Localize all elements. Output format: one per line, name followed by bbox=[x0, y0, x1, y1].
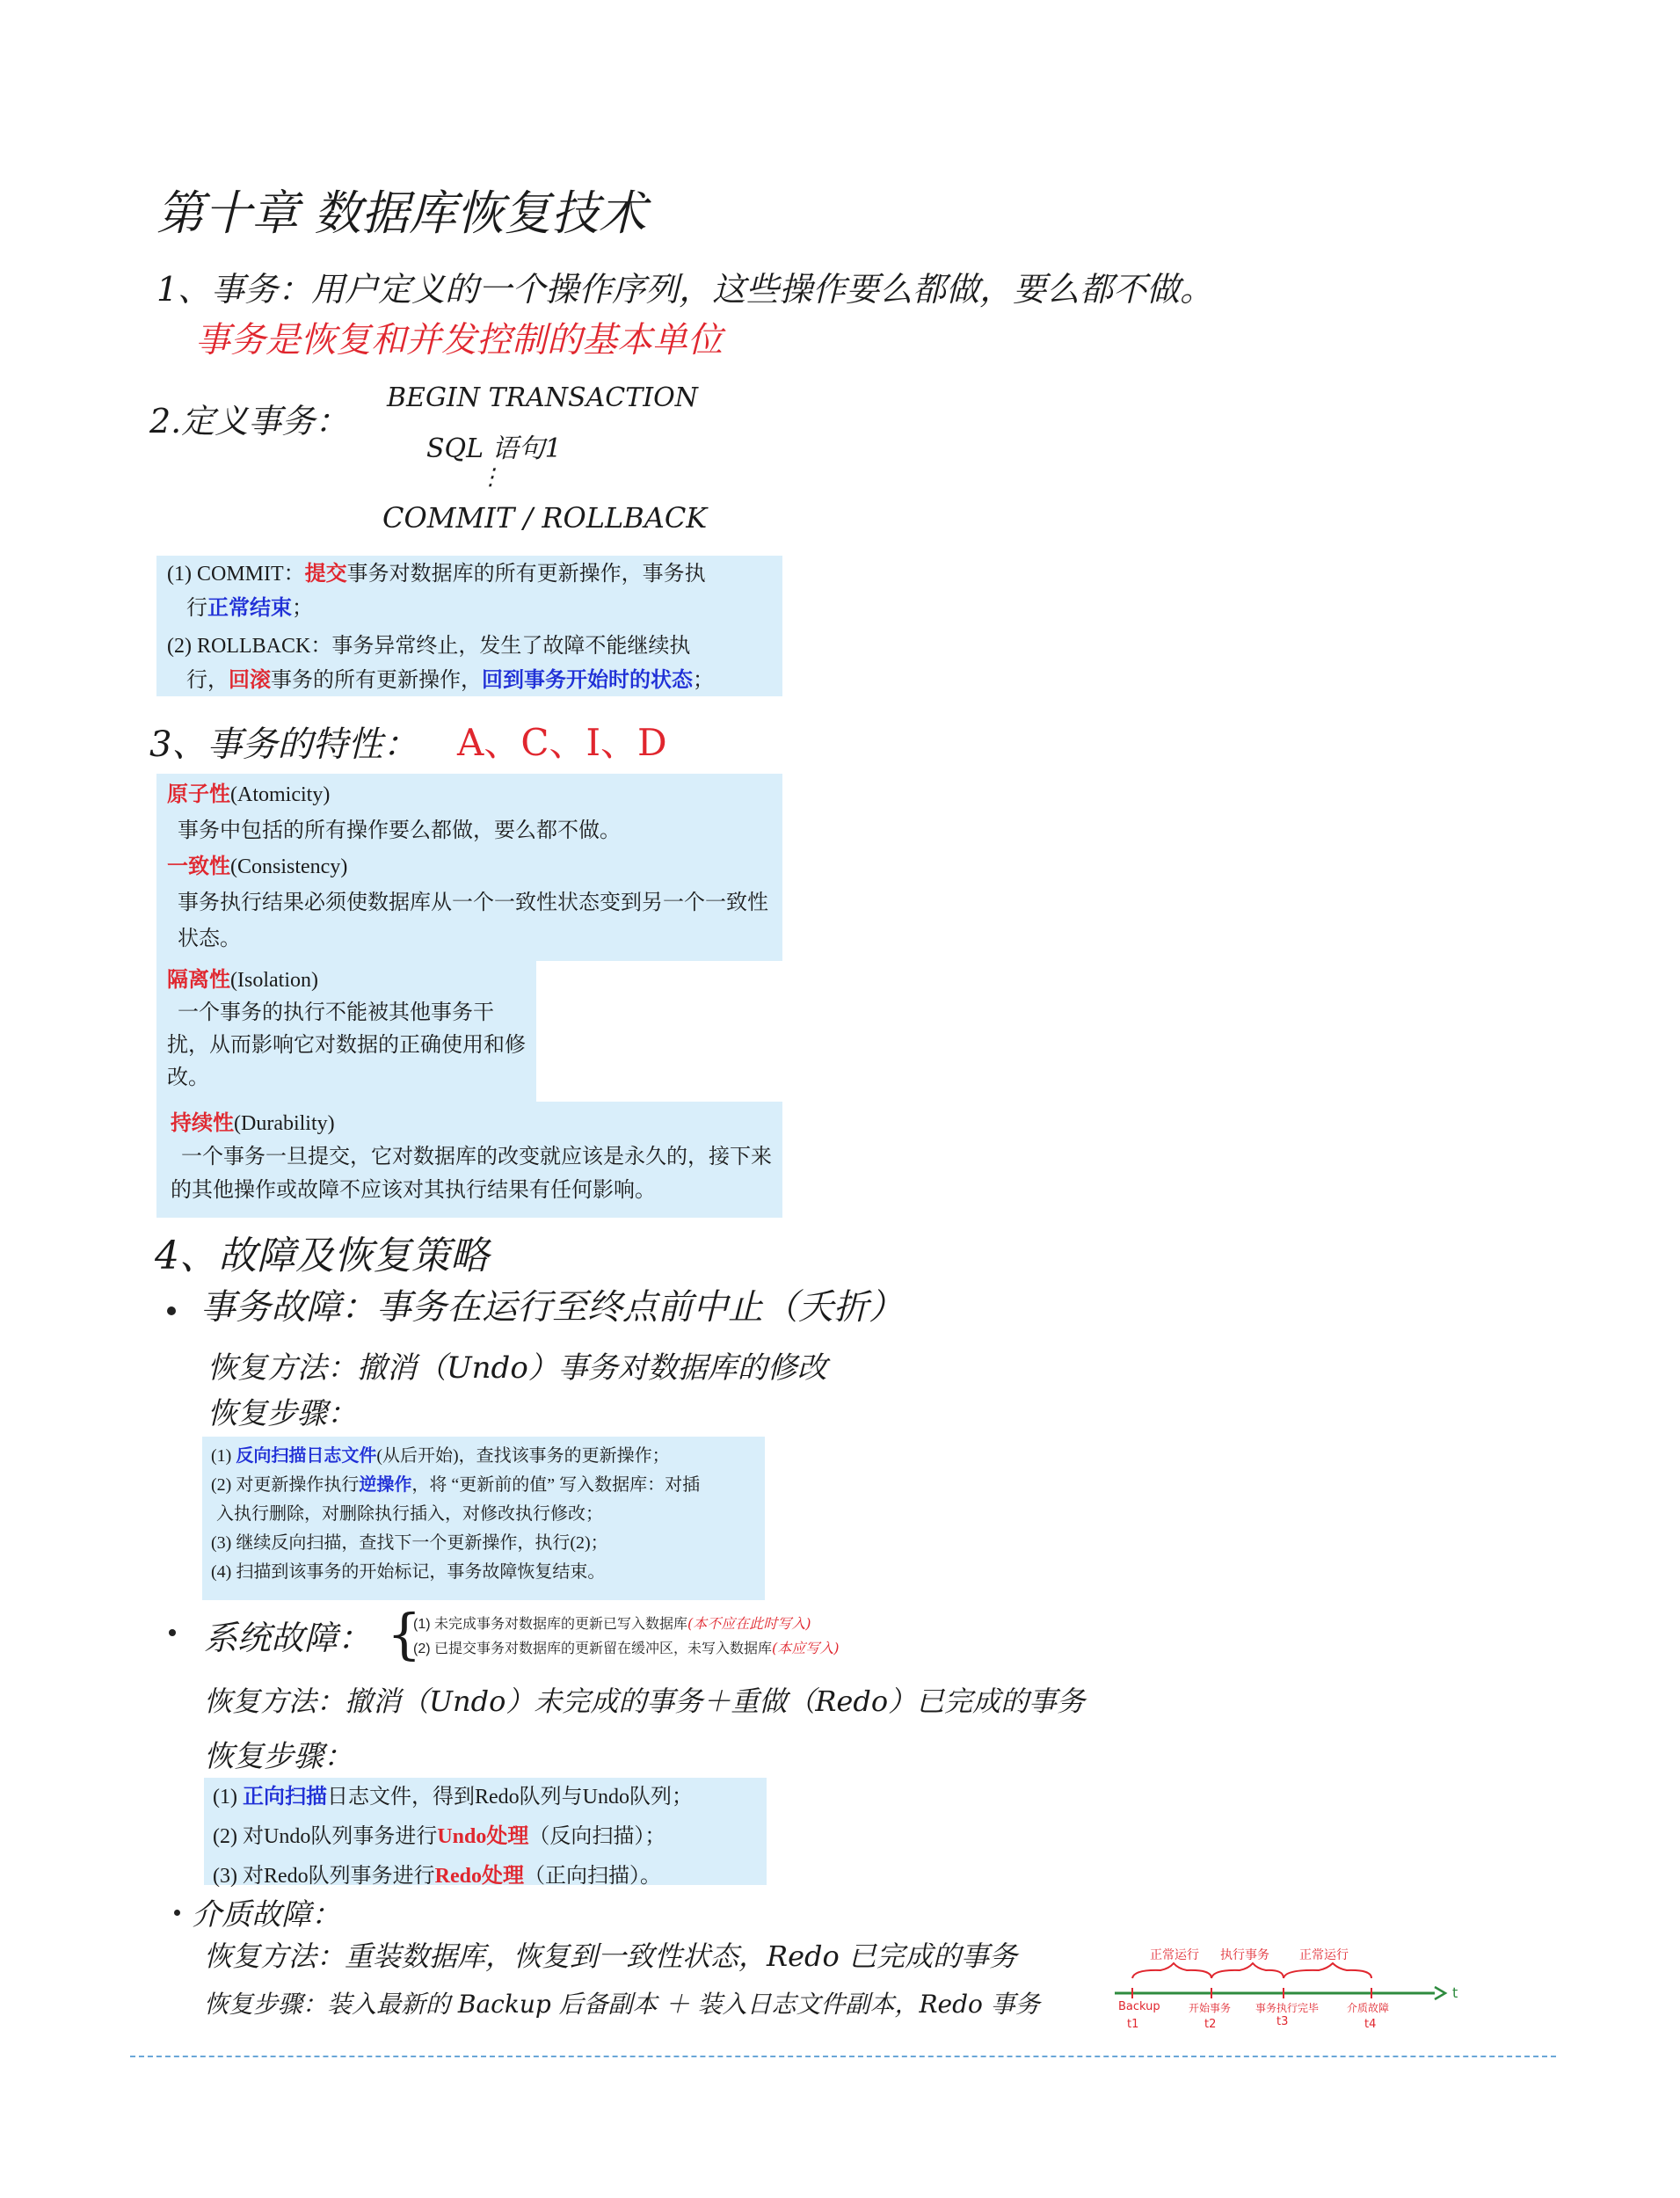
tl-top-2: 执行事务 bbox=[1220, 1948, 1269, 1962]
tl-tick-2: t2 bbox=[1204, 2018, 1217, 2031]
commit-rollback-box bbox=[156, 556, 782, 696]
media-method: 恢复方法：重装数据库，恢复到一致性状态，Redo 已完成的事务 bbox=[204, 1940, 1017, 1973]
prop-durability-desc: 一个事务一旦提交，它对数据库的改变就应该是永久的，接下来的其他操作或故障不应该对其执行结果有任何影响。 bbox=[171, 1146, 772, 1202]
timeline-arrow bbox=[1435, 1987, 1445, 1999]
media-failure-title: 介质故障： bbox=[192, 1897, 341, 1932]
sys-bullet bbox=[169, 1629, 176, 1636]
prop-atomicity-desc: 事务中包括的所有操作要么都做，要么都不做。 bbox=[178, 819, 621, 842]
section1-highlight: 事务是恢复和并发控制的基本单位 bbox=[195, 320, 723, 360]
tl-bottom-3: 事务执行完毕 bbox=[1255, 2002, 1320, 2014]
sys-step-2: (2) 对Undo队列事务进行Undo处理（反向扫描）； bbox=[213, 1825, 666, 1848]
prop-consistency: 一致性(Consistency) bbox=[167, 855, 348, 878]
sys-cause-1: (1) 未完成事务对数据库的更新已写入数据库(本不应在此时写入) bbox=[413, 1615, 811, 1632]
tx-method: 恢复方法：撤消（Undo）事务对数据库的修改 bbox=[207, 1350, 827, 1386]
tx-steps-label: 恢复步骤： bbox=[207, 1396, 357, 1431]
sys-steps-box bbox=[204, 1778, 767, 1888]
tx-bullet bbox=[167, 1306, 176, 1315]
tl-bottom-2: 开始事务 bbox=[1189, 2002, 1232, 2014]
code-sql: SQL 语句1 bbox=[426, 433, 562, 464]
brace-3 bbox=[1284, 1963, 1371, 1978]
tx-failure-title: 事务故障：事务在运行至终点前中止（夭折） bbox=[200, 1287, 904, 1328]
tx-steps-box bbox=[202, 1437, 765, 1600]
bottom-divider bbox=[130, 2056, 1556, 2057]
code-ellipsis: ⋮ bbox=[479, 464, 502, 491]
sys-steps-label: 恢复步骤： bbox=[204, 1739, 353, 1774]
isolation-box bbox=[156, 961, 536, 1102]
commit-line-2: 行正常结束； bbox=[186, 597, 313, 620]
durability-box bbox=[156, 1102, 782, 1218]
tl-top-3: 正常运行 bbox=[1299, 1948, 1349, 1962]
brace-1 bbox=[1132, 1963, 1211, 1978]
sys-method: 恢复方法：撤消（Undo）未完成的事务＋重做（Redo）已完成的事务 bbox=[204, 1685, 1086, 1718]
brace-2 bbox=[1211, 1963, 1284, 1978]
rollback-line: (2) ROLLBACK：事务异常终止，发生了故障不能继续执 bbox=[167, 635, 691, 658]
prop-isolation-desc: 一个事务的执行不能被其他事务干扰，从而影响它对数据的正确使用和修改。 bbox=[167, 1001, 526, 1089]
tl-bottom-4: 介质故障 bbox=[1347, 2002, 1390, 2014]
code-commit: COMMIT / ROLLBACK bbox=[382, 501, 708, 535]
sys-cause-2: (2) 已提交事务对数据库的更新留在缓冲区，未写入数据库(本应写入) bbox=[413, 1640, 840, 1656]
prop-isolation: 隔离性(Isolation) bbox=[167, 969, 318, 992]
sys-brace: { bbox=[387, 1602, 422, 1666]
tl-tick-1: t1 bbox=[1127, 2018, 1139, 2031]
prop-atomicity: 原子性(Atomicity) bbox=[167, 783, 331, 806]
media-steps: 恢复步骤：装入最新的 Backup 后备副本 ＋ 装入日志文件副本，Redo 事务 bbox=[204, 1990, 1040, 2019]
atomicity-consistency-box bbox=[156, 774, 782, 961]
rollback-line-2: 行，回滚事务的所有更新操作，回到事务开始时的状态； bbox=[186, 669, 714, 692]
section2-heading: 2.定义事务： bbox=[149, 402, 349, 440]
tx-step-2-cont: 入执行删除，对删除执行插入，对修改执行修改； bbox=[216, 1504, 603, 1524]
tl-tick-4: t4 bbox=[1364, 2018, 1377, 2031]
tl-tick-3: t3 bbox=[1276, 2015, 1289, 2028]
tx-step-1: (1) 反向扫描日志文件(从后开始)，查找该事务的更新操作； bbox=[211, 1446, 670, 1466]
tx-step-3: (3) 继续反向扫描，查找下一个更新操作，执行(2)； bbox=[211, 1533, 608, 1553]
section4-heading: 4、故障及恢复策略 bbox=[155, 1234, 489, 1278]
media-bullet bbox=[174, 1910, 180, 1916]
page-title: 第十章 数据库恢复技术 bbox=[156, 186, 647, 241]
tl-bottom-1: Backup bbox=[1118, 2000, 1160, 2013]
prop-durability: 持续性(Durability) bbox=[171, 1112, 335, 1135]
acid-label: A、C、I、D bbox=[457, 721, 667, 764]
prop-consistency-desc: 事务执行结果必须使数据库从一个一致性状态变到另一个一致性状态。 bbox=[178, 892, 768, 950]
tx-step-2: (2) 对更新操作执行逆操作，将 “更新前的值” 写入数据库：对插 bbox=[211, 1475, 701, 1495]
tx-step-4: (4) 扫描到该事务的开始标记，事务故障恢复结束。 bbox=[211, 1562, 606, 1582]
tl-top-1: 正常运行 bbox=[1150, 1948, 1199, 1962]
tl-axis-label: t bbox=[1452, 1984, 1458, 2001]
sys-step-1: (1) 正向扫描日志文件，得到Redo队列与Undo队列； bbox=[213, 1786, 693, 1809]
sys-failure-title: 系统故障： bbox=[204, 1619, 372, 1657]
section3-heading: 3、事务的特性： bbox=[149, 724, 418, 765]
sys-step-3: (3) 对Redo队列事务进行Redo处理（正向扫描）。 bbox=[213, 1865, 661, 1888]
code-begin: BEGIN TRANSACTION bbox=[387, 382, 698, 413]
commit-line: (1) COMMIT：提交事务对数据库的所有更新操作，事务执 bbox=[167, 563, 706, 586]
section1-heading: 1、事务：用户定义的一个操作序列，这些操作要么都做，要么都不做。 bbox=[156, 270, 1214, 309]
